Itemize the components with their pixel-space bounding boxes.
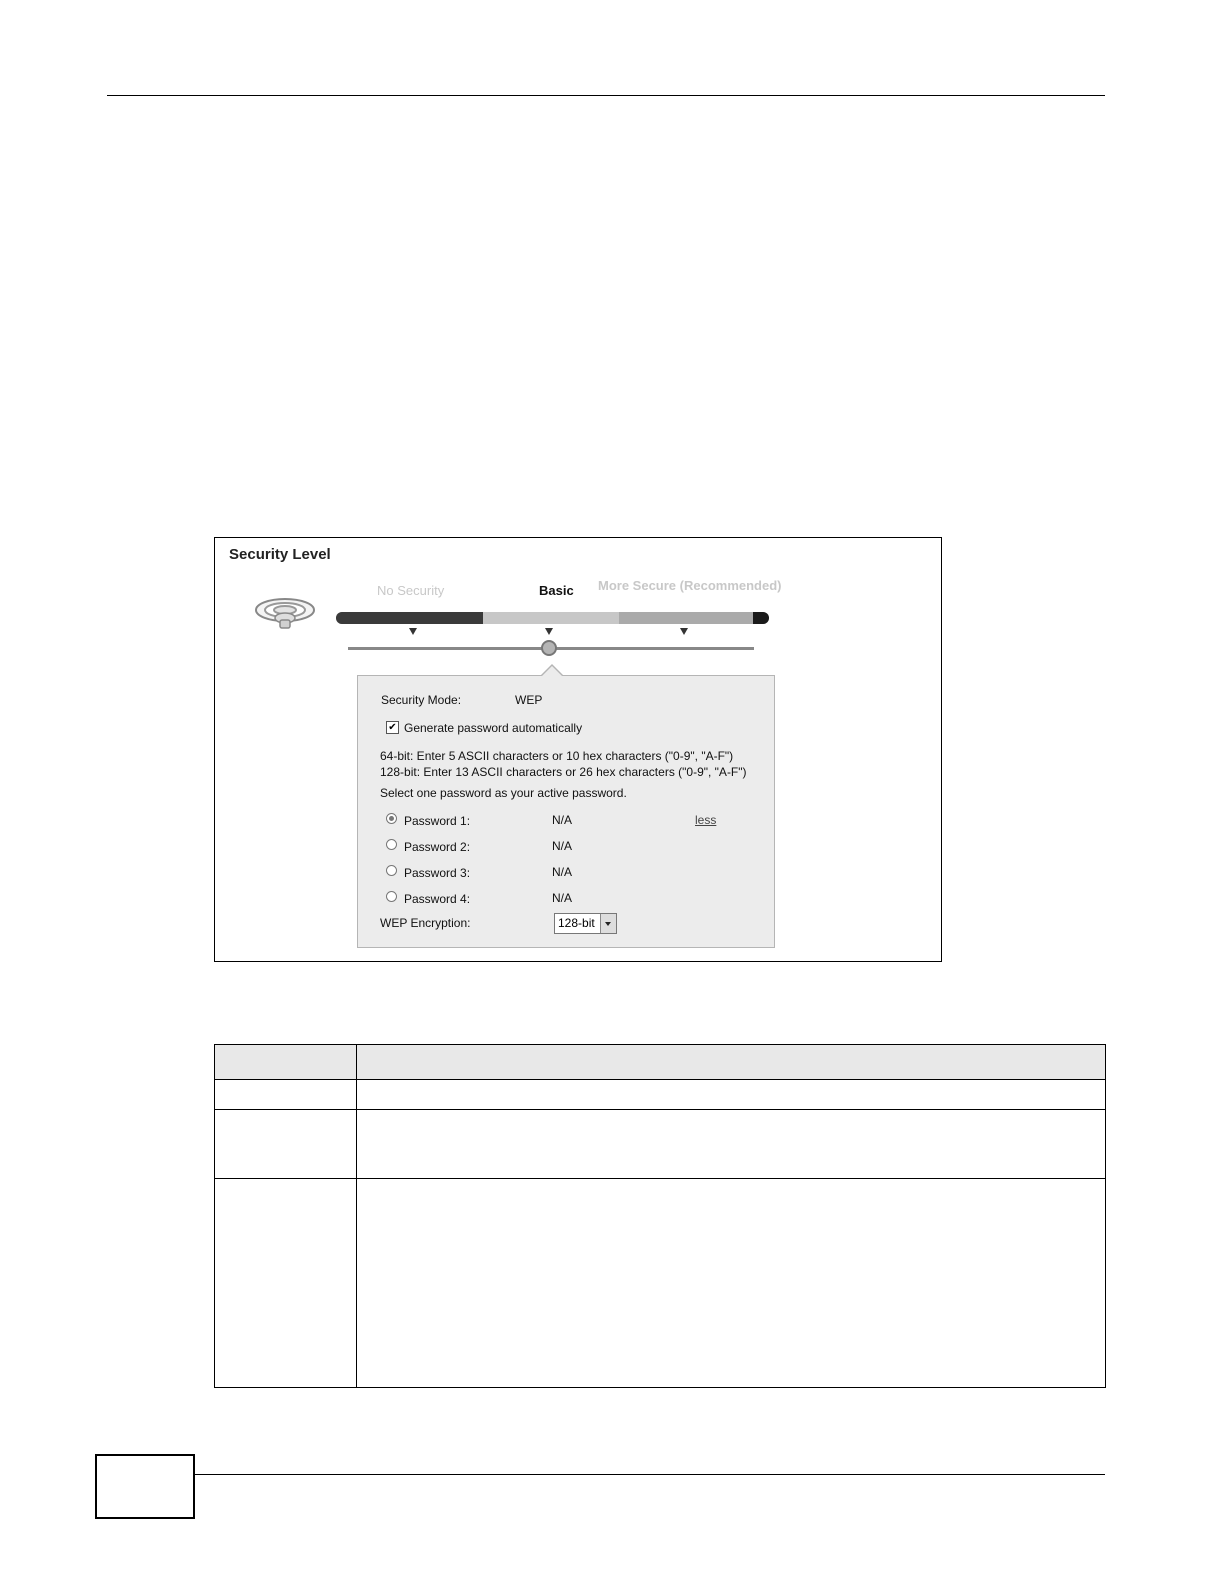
select-password-hint: Select one password as your active password.: [380, 786, 627, 800]
page-number-box: [95, 1454, 195, 1519]
tick-no-security: [409, 628, 417, 635]
header-rule: [107, 95, 1105, 96]
password-4-value: N/A: [552, 891, 573, 905]
table-header-cell: [215, 1045, 357, 1080]
password-4-label: Password 4:: [404, 892, 471, 906]
password-3-value: N/A: [552, 865, 573, 879]
wep-encryption-value: 128-bit: [558, 916, 595, 930]
generate-password-label: Generate password automatically: [404, 721, 583, 735]
less-link[interactable]: less: [695, 813, 717, 827]
password-2-label: Password 2:: [404, 840, 471, 854]
hint-64-bit: 64-bit: Enter 5 ASCII characters or 10 hex characters ("0-9", "A-F"): [380, 749, 734, 763]
table-cell: [215, 1080, 357, 1110]
table-cell: [215, 1110, 357, 1179]
wep-settings-panel: [357, 675, 775, 948]
security-slider-handle[interactable]: [541, 640, 557, 656]
password-1-radio[interactable]: [386, 813, 397, 824]
level-more-secure[interactable]: More Secure (Recommended): [598, 578, 782, 593]
password-2-radio[interactable]: [386, 839, 397, 850]
tick-more-secure: [680, 628, 688, 635]
track-segment-no-security: [336, 612, 483, 624]
track-segment-basic: [483, 612, 619, 624]
tick-basic: [545, 628, 553, 635]
table-cell: [215, 1179, 357, 1388]
track-segment-more-secure: [619, 612, 753, 624]
table-header-cell: [357, 1045, 1106, 1080]
security-level-track: [336, 612, 769, 624]
password-1-value: N/A: [552, 813, 573, 827]
chevron-down-icon[interactable]: [600, 914, 616, 933]
panel-title: Security Level: [229, 546, 331, 563]
password-1-label: Password 1:: [404, 814, 471, 828]
table-row: [215, 1110, 1106, 1179]
wep-encryption-label: WEP Encryption:: [380, 916, 471, 930]
track-end-cap: [753, 612, 769, 624]
security-mode-value: WEP: [515, 693, 543, 707]
table-cell: [357, 1110, 1106, 1179]
security-level-screenshot: [214, 537, 942, 962]
hint-128-bit: 128-bit: Enter 13 ASCII characters or 26 hex characters ("0-9", "A-F"): [380, 765, 747, 779]
wep-encryption-select[interactable]: [554, 913, 617, 934]
level-basic[interactable]: Basic: [539, 583, 574, 598]
password-2-value: N/A: [552, 839, 573, 853]
level-no-security[interactable]: No Security: [377, 583, 445, 598]
table-row: [215, 1080, 1106, 1110]
footer-rule: [193, 1474, 1105, 1475]
table-header-row: [215, 1045, 1106, 1080]
password-4-radio[interactable]: [386, 891, 397, 902]
table-cell: [357, 1179, 1106, 1388]
field-description-table: [214, 1044, 1106, 1388]
generate-password-checkbox[interactable]: ✔: [386, 721, 399, 734]
table-cell: [357, 1080, 1106, 1110]
security-mode-label: Security Mode:: [381, 693, 462, 707]
wireless-router-icon: [253, 596, 317, 632]
password-3-label: Password 3:: [404, 866, 471, 880]
password-3-radio[interactable]: [386, 865, 397, 876]
table-row: [215, 1179, 1106, 1388]
panel-pointer-fill: [542, 666, 562, 676]
